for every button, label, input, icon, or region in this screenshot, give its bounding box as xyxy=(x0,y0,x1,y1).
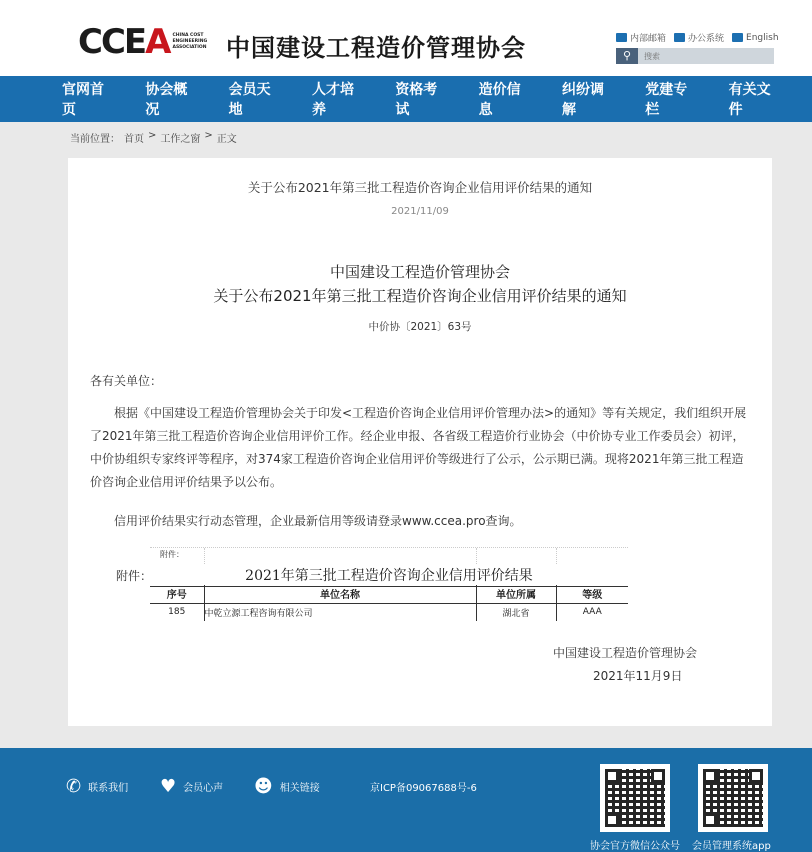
cell-no: 185 xyxy=(168,607,186,618)
site-header xyxy=(0,0,812,76)
notice-heading: 关于公布2021年第三批工程造价咨询企业信用评价结果的通知 xyxy=(213,287,627,305)
globe-icon xyxy=(732,33,743,42)
breadcrumb-work[interactable]: 工作之窗 xyxy=(160,134,201,145)
icp-number[interactable]: 京ICP备09067688号-6 xyxy=(370,783,477,794)
nav-mediation[interactable]: 纠纷调解 xyxy=(561,82,604,118)
nav-members[interactable]: 会员天地 xyxy=(228,82,271,118)
qr-app-caption: 会员管理系统app xyxy=(692,841,771,852)
logo-subtext: CHINA COST ENGINEERING ASSOCIATION xyxy=(172,33,208,50)
breadcrumb-prefix: 当前位置： xyxy=(70,134,120,145)
breadcrumb-home[interactable]: 首页 xyxy=(124,134,144,145)
attachment-label: 附件： xyxy=(116,569,153,583)
body-paragraph-1: 根据《中国建设工程造价管理协会关于印发<工程造价咨询企业信用评价管理办法>的通知》等有关规定，我们组织开展了2021年第三批工程造价咨询企业信用评价工作。经企业申报、各省级工程造价行业协会（中价协专业工作委员会）初评，中价协组织专家终评等程序，对374家工程造价咨询企业信用评价等级进行了公示，公示期已满。现将2021年第三批工程造价咨询企业信用评价结果予以公布。 xyxy=(90,406,747,489)
footer-contact[interactable]: ✆ 联系我们 xyxy=(66,776,129,797)
qr-wechat xyxy=(600,764,670,832)
site-footer xyxy=(0,748,812,852)
nav-training[interactable]: 人才培养 xyxy=(311,82,354,118)
org-heading: 中国建设工程造价管理协会 xyxy=(329,263,510,281)
qr-wechat-caption: 协会官方微信公众号 xyxy=(590,841,680,852)
toplink-office[interactable]: 办公系统 xyxy=(674,31,724,44)
search-box xyxy=(616,48,774,64)
toplink-english[interactable]: English xyxy=(732,31,779,44)
site-title: 中国建设工程造价管理协会 xyxy=(226,34,526,62)
footer-related-links[interactable]: ☻ 相关链接 xyxy=(254,776,320,797)
qr-app xyxy=(698,764,768,832)
salutation: 各有关单位： xyxy=(90,374,163,388)
breadcrumb xyxy=(70,130,237,145)
col-header-name: 单位名称 xyxy=(204,585,476,603)
office-icon xyxy=(674,33,685,42)
breadcrumb-sep: > xyxy=(204,130,213,141)
toplink-mail[interactable]: 内部邮箱 xyxy=(616,31,666,44)
attachment-table xyxy=(150,585,628,621)
article-title: 关于公布2021年第三批工程造价咨询企业信用评价结果的通知 xyxy=(247,180,593,195)
breadcrumb-sep: > xyxy=(148,130,157,141)
nav-cost-info[interactable]: 造价信息 xyxy=(478,82,521,118)
document-number: 中价协〔2021〕63号 xyxy=(368,321,472,333)
users-icon: ☻ xyxy=(254,776,273,797)
table-header-row xyxy=(150,585,628,603)
table-row xyxy=(150,603,628,621)
top-links xyxy=(616,31,779,44)
logo-wordmark: CCEA xyxy=(78,22,170,62)
article-card xyxy=(68,158,772,726)
cell-name: 中乾立源工程咨询有限公司 xyxy=(204,603,476,621)
ccea-logo[interactable] xyxy=(78,22,212,62)
search-icon[interactable]: ⚲ xyxy=(616,48,638,64)
body-paragraph-2: 信用评价结果实行动态管理，企业最新信用等级请登录www.ccea.pro查询。 xyxy=(114,514,522,528)
mail-icon xyxy=(616,33,627,42)
search-input[interactable] xyxy=(640,48,770,64)
breadcrumb-current: 正文 xyxy=(216,134,237,145)
attachment-grid xyxy=(150,547,628,563)
col-header-no: 序号 xyxy=(150,585,204,603)
nav-exam[interactable]: 资格考试 xyxy=(395,82,438,118)
attachment-table-title: 2021年第三批工程造价咨询企业信用评价结果 xyxy=(150,565,628,587)
nav-party[interactable]: 党建专栏 xyxy=(645,82,688,118)
cell-region: 湖北省 xyxy=(476,603,556,621)
heart-icon: ♥ xyxy=(160,776,177,797)
nav-documents[interactable]: 有关文件 xyxy=(728,82,771,118)
col-header-region: 单位所属 xyxy=(476,585,556,603)
signature-date: 2021年11月9日 xyxy=(593,669,683,683)
nav-home[interactable]: 官网首页 xyxy=(62,82,104,118)
signature-org: 中国建设工程造价管理协会 xyxy=(553,646,698,660)
nav-about[interactable]: 协会概况 xyxy=(145,82,188,118)
main-nav xyxy=(0,76,812,122)
attachment-small-label: 附件： xyxy=(160,550,184,559)
col-header-grade: 等级 xyxy=(556,585,628,603)
footer-member-voice[interactable]: ♥ 会员心声 xyxy=(160,776,224,797)
cell-grade: AAA xyxy=(556,603,628,621)
phone-icon: ✆ xyxy=(66,776,82,797)
article-date: 2021/11/09 xyxy=(391,206,449,217)
